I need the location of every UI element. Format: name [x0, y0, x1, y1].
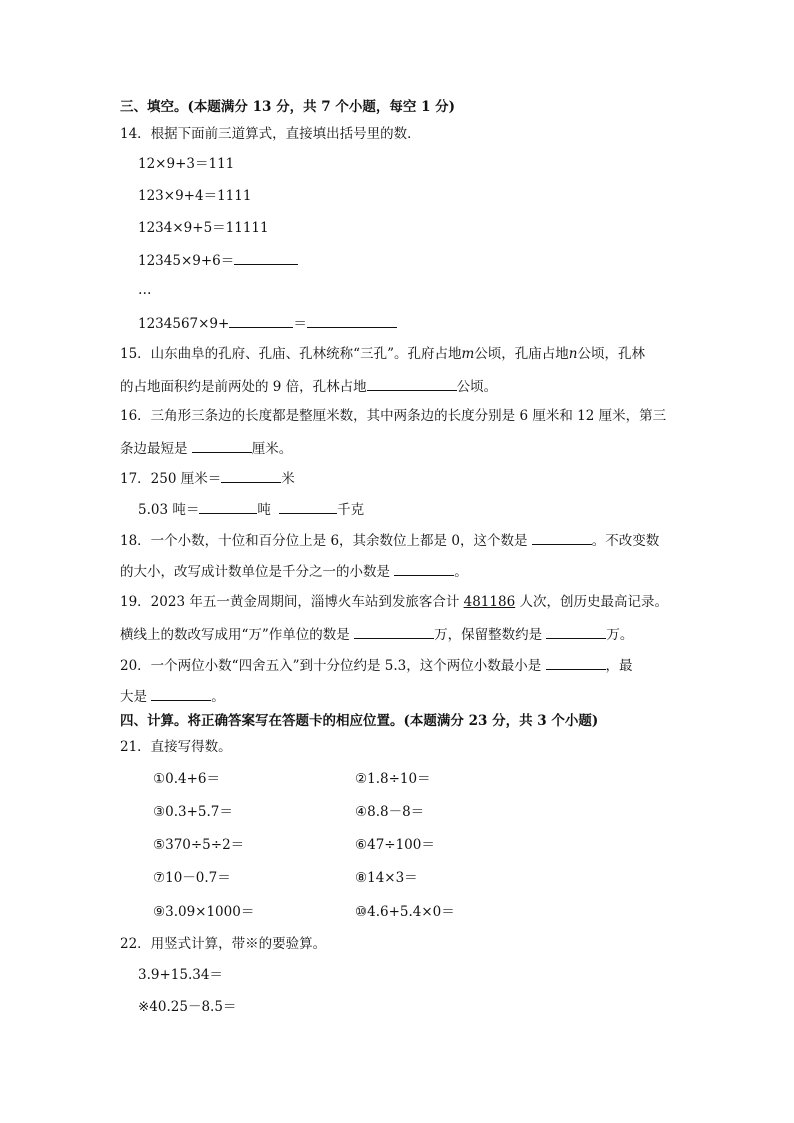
q17-line1 — [120, 468, 295, 488]
q19-l2b: 万，保留整数约是 — [434, 627, 547, 643]
answer-blank[interactable] — [546, 655, 606, 670]
q15-l1c: 公顷，孔林 — [577, 346, 645, 362]
q18-l1b: 。不改变数 — [591, 533, 660, 549]
q21-item-10: ⑩4.6+5.4×0＝ — [355, 904, 455, 920]
q20-l1a: 20．一个两位小数“四舍五入”到十分位约是 5.3，这个两位小数最小是 — [120, 658, 546, 674]
q19-l2a: 横线上的数改写成用“万”作单位的数是 — [120, 627, 355, 643]
q14-stem: 14．根据下面前三道算式，直接填出括号里的数． — [120, 126, 421, 142]
q15-l1a: 15．山东曲阜的孔府、孔庙、孔林统称“三孔”。孔府占地 — [120, 346, 462, 362]
q15-l1b: 公顷，孔庙占地 — [474, 346, 569, 362]
answer-blank[interactable] — [532, 530, 592, 545]
answer-blank[interactable] — [307, 313, 397, 328]
q14-ellipsis: … — [138, 282, 152, 298]
answer-blank[interactable] — [229, 313, 293, 328]
q19-l2c: 万。 — [606, 627, 634, 643]
q14-eq4-text: 12345×9+6＝ — [138, 253, 235, 269]
q18-l1a: 18．一个小数，十位和百分位上是 6，其余数位上都是 0，这个数是 — [120, 533, 532, 549]
q19-line1 — [120, 593, 668, 611]
q14-eq4 — [138, 250, 298, 270]
q18-line1 — [120, 530, 659, 550]
q14-eq3: 1234×9+5＝11111 — [138, 220, 269, 236]
answer-blank[interactable] — [199, 499, 257, 514]
q17-l2a: 5.03 吨＝ — [138, 502, 200, 518]
q20-l1b: ，最 — [605, 658, 633, 674]
q19-number: 481186 — [463, 594, 516, 610]
q17-l2b: 吨 — [257, 502, 276, 518]
q15-line1 — [120, 345, 645, 363]
q21-stem: 21．直接写得数。 — [120, 739, 232, 755]
answer-blank[interactable] — [234, 250, 298, 265]
q18-line2 — [120, 561, 468, 581]
q17-l1b: 米 — [281, 471, 295, 487]
section-4-heading: 四、计算。将正确答案写在答题卡的相应位置。(本题满分 23 分，共 3 个小题) — [120, 713, 599, 729]
answer-blank[interactable] — [151, 686, 211, 701]
q18-l2b: 。 — [454, 564, 468, 580]
q14-eq1: 12×9+3＝111 — [138, 156, 235, 172]
q15-line2 — [120, 376, 497, 396]
q21-item-8: ⑧14×3＝ — [355, 870, 418, 886]
q20-line2 — [120, 686, 225, 706]
answer-blank[interactable] — [367, 376, 457, 391]
q16-line2 — [120, 438, 292, 458]
q22-stem: 22．用竖式计算，带※的要验算。 — [120, 936, 327, 952]
q22-expr-1: 3.9+15.34＝ — [138, 967, 223, 983]
q17-l2c: 千克 — [337, 502, 365, 518]
q21-item-9: ⑨3.09×1000＝ — [153, 904, 255, 920]
q16-l2b: 厘米。 — [251, 441, 293, 457]
q22-expr-2: ※40.25－8.5＝ — [138, 999, 237, 1015]
q19-l1a: 19．2023 年五一黄金周期间，淄博火车站到发旅客合计 — [120, 594, 464, 610]
q14-eq5 — [138, 313, 397, 333]
q20-line1 — [120, 655, 633, 675]
q18-l2a: 的大小，改写成计数单位是千分之一的小数是 — [120, 564, 395, 580]
answer-blank[interactable] — [192, 438, 252, 453]
q15-var-m: m — [461, 346, 475, 362]
q20-l2a: 大是 — [120, 689, 152, 705]
q21-item-3: ③0.3+5.7＝ — [153, 804, 233, 820]
answer-blank[interactable] — [394, 561, 454, 576]
q14-eq5-equals: ＝ — [293, 316, 307, 332]
answer-blank[interactable] — [546, 624, 606, 639]
q21-item-7: ⑦10－0.7＝ — [153, 870, 231, 886]
q21-item-5: ⑤370÷5÷2＝ — [153, 837, 245, 853]
q21-item-4: ④8.8－8＝ — [355, 804, 425, 820]
q15-l2b: 公顷。 — [456, 379, 498, 395]
q17-l1a: 17．250 厘米＝ — [120, 471, 222, 487]
q15-l2a: 的占地面积约是前两处的 9 倍，孔林占地 — [120, 379, 367, 395]
q14-eq2: 123×9+4＝1111 — [138, 188, 252, 204]
q17-line2 — [138, 499, 364, 519]
answer-blank[interactable] — [279, 499, 337, 514]
q14-eq5-left: 1234567×9+ — [138, 316, 230, 332]
q21-item-2: ②1.8÷10＝ — [355, 771, 431, 787]
q21-item-6: ⑥47÷100＝ — [355, 837, 435, 853]
q16-line1: 16．三角形三条边的长度都是整厘米数，其中两条边的长度分别是 6 厘米和 12 厘米，第三 — [120, 408, 667, 424]
q19-line2 — [120, 624, 633, 644]
q15-var-n: n — [568, 346, 578, 362]
q20-l2b: 。 — [211, 689, 225, 705]
answer-blank[interactable] — [354, 624, 434, 639]
q21-item-1: ①0.4+6＝ — [153, 771, 220, 787]
q19-l1b: 人次，创历史最高记录。 — [515, 594, 668, 610]
q16-l2a: 条边最短是 — [120, 441, 192, 457]
section-3-heading: 三、填空。(本题满分 13 分，共 7 个小题，每空 1 分) — [120, 99, 456, 115]
answer-blank[interactable] — [221, 468, 281, 483]
